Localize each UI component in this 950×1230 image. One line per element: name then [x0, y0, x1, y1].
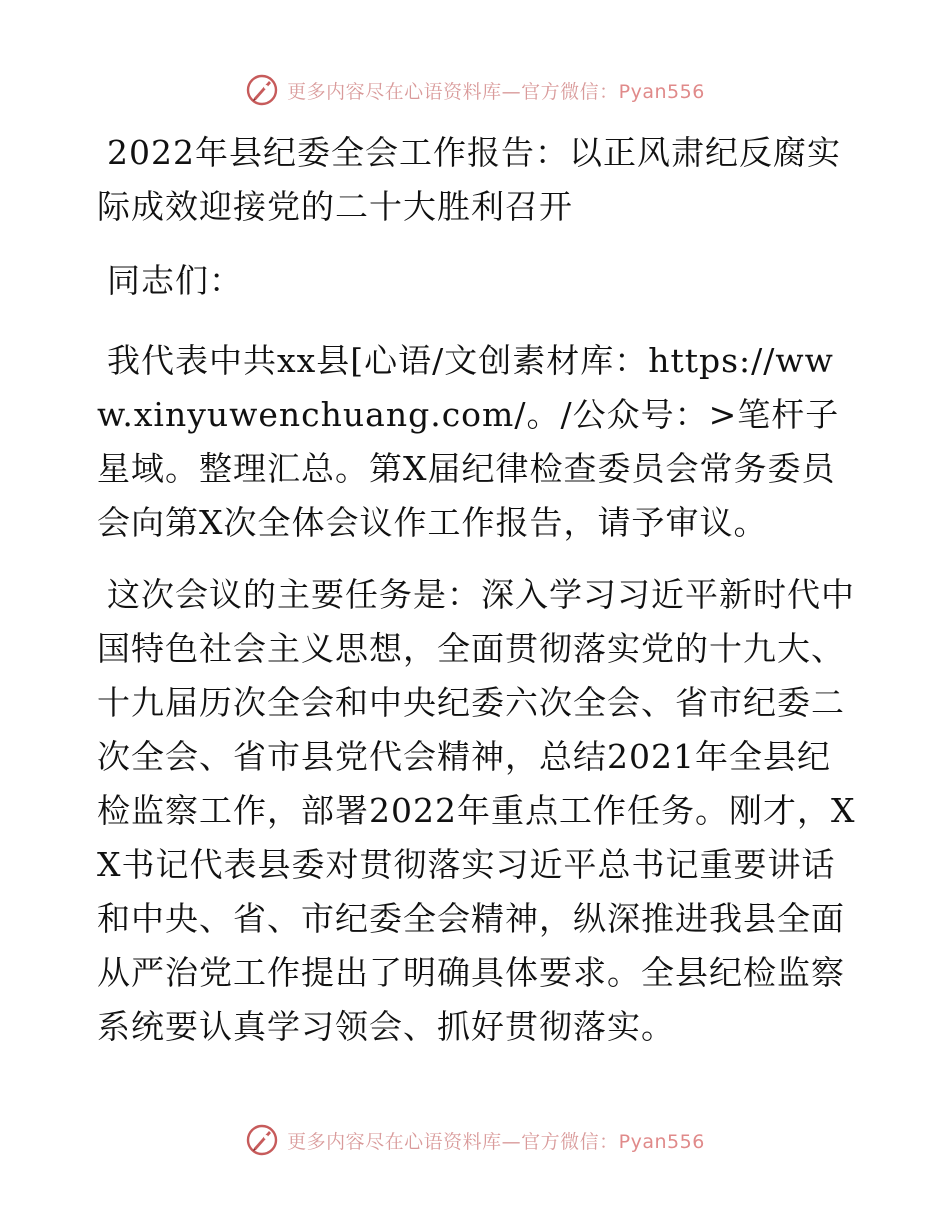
quill-pen-logo-icon	[245, 73, 279, 107]
watermark-wechat-id: Pyan556	[618, 80, 705, 103]
quill-pen-logo-icon	[245, 1123, 279, 1157]
paragraph-1: 我代表中共xx县[心语/文创素材库：https://www.xinyuwenchuang.com/。/公众号：>笔杆子星域。整理汇总。第X届纪律检查委员会常务委员会向第X次全体会议作工作报告，请予审议。	[97, 341, 840, 542]
footer-watermark	[0, 1120, 950, 1160]
watermark-text: 更多内容尽在心语资料库—官方微信：Pyan556	[287, 1130, 705, 1153]
watermark-wechat-id: Pyan556	[618, 1130, 705, 1153]
greeting: 同志们：	[107, 261, 243, 300]
header-watermark	[0, 70, 950, 110]
document-body	[97, 126, 857, 1072]
watermark-text: 更多内容尽在心语资料库—官方微信：Pyan556	[287, 80, 705, 103]
paragraph-2: 这次会议的主要任务是：深入学习习近平新时代中国特色社会主义思想，全面贯彻落实党的十九大、十九届历次全会和中央纪委六次全会、省市纪委二次全会、省市县党代会精神，总结2021年全县纪检监察工作，部署2022年重点工作任务。刚才，XX书记代表县委对贯彻落实习近平总书记重要讲话和中央、省、市纪委全会精神，纵深推进我县全面从严治党工作提出了明确具体要求。全县纪检监察系统要认真学习领会、抓好贯彻落实。	[97, 575, 856, 1046]
document-title: 2022年县纪委全会工作报告：以正风肃纪反腐实际成效迎接党的二十大胜利召开	[97, 133, 841, 226]
